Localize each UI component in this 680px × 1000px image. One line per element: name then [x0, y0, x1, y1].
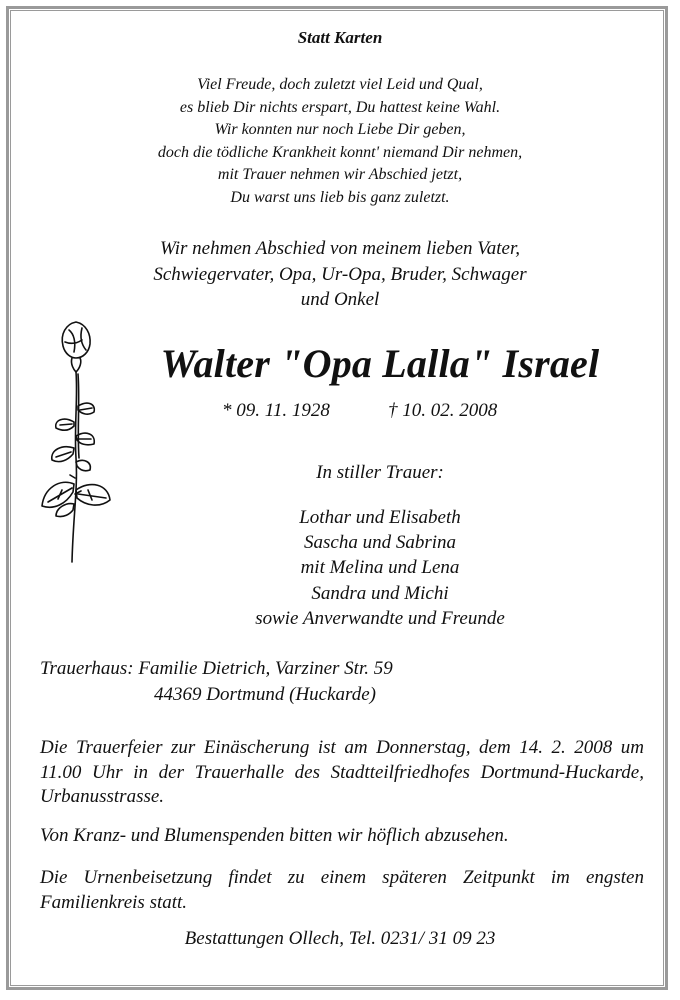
family-line: mit Melina und Lena	[300, 557, 460, 579]
deceased-name: Walter "Opa Lalla" Israel	[160, 341, 600, 386]
mourning-house-address: Trauerhaus: Familie Dietrich, Varziner Str. 59	[40, 658, 393, 679]
mourning-heading: In stiller Trauer:	[316, 462, 444, 483]
family-list	[120, 505, 640, 631]
poem	[0, 74, 680, 210]
poem-line: es blieb Dir nichts erspart, Du hattest keine Wahl.	[179, 98, 501, 116]
urn-text: Die Urnenbeisetzung findet zu einem späteren Zeitpunkt im engsten Familienkreis statt.	[40, 867, 644, 913]
intro-line: und Onkel	[300, 289, 380, 310]
header: Statt Karten	[297, 28, 383, 47]
family-line: Sandra und Michi	[311, 582, 449, 604]
undertaker-footer: Bestattungen Ollech, Tel. 0231/ 31 09 23	[184, 928, 496, 949]
flowers-text: Von Kranz- und Blumenspenden bitten wir höflich abzusehen.	[40, 825, 509, 846]
family-line: sowie Anverwandte und Freunde	[255, 607, 505, 629]
poem-line: doch die tödliche Krankheit konnt' niemand Dir nehmen,	[157, 143, 523, 161]
poem-line: mit Trauer nehmen wir Abschied jetzt,	[217, 166, 463, 184]
poem-line: Viel Freude, doch zuletzt viel Leid und Qual,	[197, 76, 483, 93]
rose-icon	[36, 318, 116, 568]
mourning-house-city: 44369 Dortmund (Huckarde)	[154, 684, 376, 705]
intro-line: Schwiegervater, Opa, Ur-Opa, Bruder, Schwager	[153, 263, 527, 285]
family-line: Sascha und Sabrina	[304, 532, 456, 554]
poem-line: Wir konnten nur noch Liebe Dir geben,	[214, 121, 466, 139]
death-date: † 10. 02. 2008	[388, 400, 498, 421]
birth-date: * 09. 11. 1928	[222, 400, 330, 421]
intro-line: Wir nehmen Abschied von meinem lieben Vater,	[159, 238, 521, 259]
intro-text	[0, 236, 680, 313]
family-line: Lothar und Elisabeth	[299, 507, 461, 528]
funeral-text: Die Trauerfeier zur Einäscherung ist am Donnerstag, dem 14. 2. 2008 um 11.00 Uhr in der Trauerhalle des Stadtteilfriedhofes Dortmund-Huckarde, Urbanusstrasse.	[40, 737, 644, 807]
poem-line: Du warst uns lieb bis ganz zuletzt.	[230, 188, 450, 206]
